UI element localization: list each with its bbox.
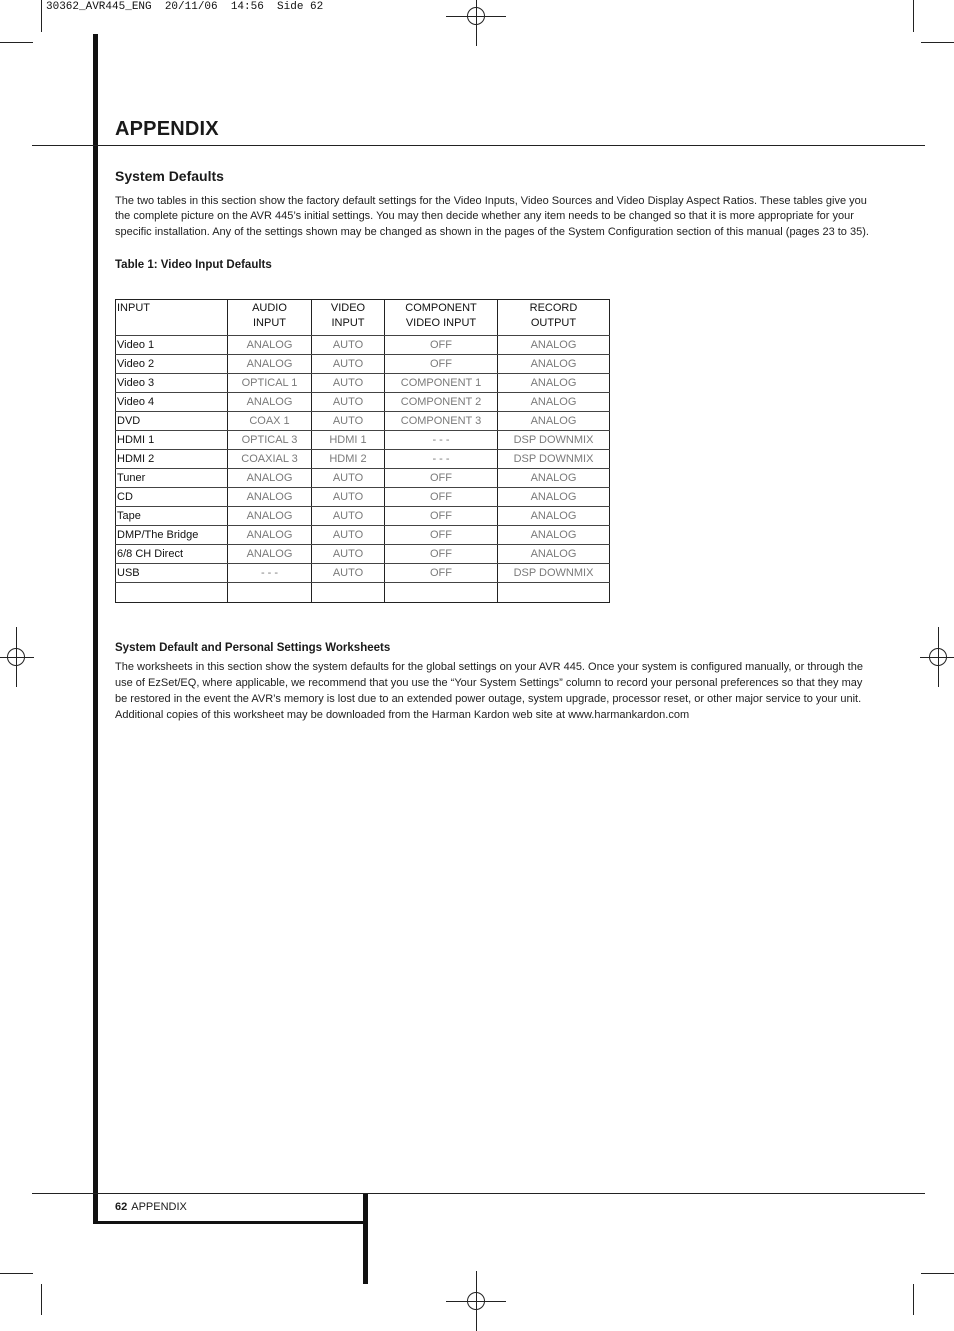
crop-mark <box>913 0 914 32</box>
crop-mark <box>0 1273 33 1274</box>
cell-video: AUTO <box>312 545 385 564</box>
table-caption: Table 1: Video Input Defaults <box>115 259 272 271</box>
cell-video: AUTO <box>312 507 385 526</box>
cell-input: Video 3 <box>116 374 228 393</box>
table-row <box>116 564 610 583</box>
cell-component: - - - <box>385 450 498 469</box>
cell-video: AUTO <box>312 526 385 545</box>
page-title: APPENDIX <box>115 118 219 140</box>
crop-mark <box>0 42 33 43</box>
empty-cell <box>498 583 610 603</box>
registration-mark-icon <box>460 1285 492 1317</box>
footer-rule <box>32 1193 925 1194</box>
empty-cell <box>116 583 228 603</box>
cell-video: AUTO <box>312 355 385 374</box>
cell-record: DSP DOWNMIX <box>498 564 610 583</box>
table-row-empty <box>116 583 610 603</box>
cell-component: OFF <box>385 336 498 355</box>
cell-input: Video 2 <box>116 355 228 374</box>
cell-component: OFF <box>385 526 498 545</box>
cell-record: ANALOG <box>498 412 610 431</box>
empty-cell <box>312 583 385 603</box>
crop-mark <box>41 1284 42 1315</box>
cell-audio: ANALOG <box>228 355 312 374</box>
cell-video: AUTO <box>312 412 385 431</box>
cell-component: COMPONENT 3 <box>385 412 498 431</box>
cell-component: OFF <box>385 469 498 488</box>
cell-record: ANALOG <box>498 526 610 545</box>
printer-slug: 30362_AVR445_ENG 20/11/06 14:56 Side 62 <box>46 1 324 13</box>
cell-audio: OPTICAL 1 <box>228 374 312 393</box>
table-row <box>116 526 610 545</box>
cell-record: DSP DOWNMIX <box>498 450 610 469</box>
left-margin-bar <box>93 34 98 1224</box>
crop-mark <box>921 1273 954 1274</box>
empty-cell <box>385 583 498 603</box>
registration-mark-icon <box>0 641 32 673</box>
page-footer <box>115 1201 187 1213</box>
table-row <box>116 469 610 488</box>
cell-record: ANALOG <box>498 507 610 526</box>
cell-input: Video 4 <box>116 393 228 412</box>
cell-component: OFF <box>385 488 498 507</box>
footer-label: APPENDIX <box>131 1201 187 1213</box>
cell-input: DVD <box>116 412 228 431</box>
cell-input: 6/8 CH Direct <box>116 545 228 564</box>
cell-input: Tuner <box>116 469 228 488</box>
empty-cell <box>228 583 312 603</box>
cell-input: DMP/The Bridge <box>116 526 228 545</box>
cell-component: COMPONENT 2 <box>385 393 498 412</box>
cell-video: AUTO <box>312 564 385 583</box>
table-row <box>116 488 610 507</box>
cell-video: HDMI 2 <box>312 450 385 469</box>
cell-video: AUTO <box>312 336 385 355</box>
cell-input: Tape <box>116 507 228 526</box>
cell-component: COMPONENT 1 <box>385 374 498 393</box>
worksheets-heading: System Default and Personal Settings Worksheets <box>115 642 391 654</box>
crop-mark <box>41 0 42 32</box>
page-number: 62 <box>115 1201 128 1213</box>
cell-audio: COAX 1 <box>228 412 312 431</box>
table-row <box>116 374 610 393</box>
cell-record: DSP DOWNMIX <box>498 431 610 450</box>
cell-audio: ANALOG <box>228 336 312 355</box>
cell-video: HDMI 1 <box>312 431 385 450</box>
cell-input: HDMI 1 <box>116 431 228 450</box>
cell-component: OFF <box>385 355 498 374</box>
cell-audio: ANALOG <box>228 393 312 412</box>
table-row <box>116 507 610 526</box>
section-heading: System Defaults <box>115 168 224 184</box>
cell-audio: ANALOG <box>228 488 312 507</box>
cell-video: AUTO <box>312 488 385 507</box>
cell-input: CD <box>116 488 228 507</box>
cell-record: ANALOG <box>498 393 610 412</box>
cell-video: AUTO <box>312 393 385 412</box>
cell-component: OFF <box>385 564 498 583</box>
worksheets-paragraph: The worksheets in this section show the system defaults for the global settings on your AVR 445. Once your system is configured manually, or through the use of EzSet/EQ, where applicable, we recommend that you use the “Your System Settings” column to record your personal preferences so that they may be restored in the event the AVR’s memory is lost due to an extended power outage, system upgrade, processor reset, or other major service to your unit. Additional copies of this worksheet may be downloaded from the Harman Kardon web site at www.harmankardon.com <box>115 661 863 721</box>
cell-video: AUTO <box>312 469 385 488</box>
cell-audio: COAXIAL 3 <box>228 450 312 469</box>
table-row <box>116 412 610 431</box>
header-rule <box>32 145 925 146</box>
table-row <box>116 450 610 469</box>
column-header-record-output: RECORD OUTPUT <box>498 300 610 336</box>
intro-paragraph: The two tables in this section show the factory default settings for the Video Inputs, Video Sources and Video Display Aspect Ratios. These tables give you the complete picture on the AVR 445’s initial settings. You may then decide whether any item needs to be changed so that it is more appropriate for your specific installation. Any of the settings shown may be changed as shown in the pages of the System Configuration section of this manual (pages 23 to 35). <box>115 195 869 238</box>
cell-record: ANALOG <box>498 488 610 507</box>
video-input-defaults-table <box>115 299 610 603</box>
column-header-audio-input: AUDIO INPUT <box>228 300 312 336</box>
cell-record: ANALOG <box>498 469 610 488</box>
footer-vertical-bar <box>363 1194 368 1284</box>
cell-component: OFF <box>385 545 498 564</box>
cell-record: ANALOG <box>498 355 610 374</box>
table-row <box>116 393 610 412</box>
footer-underline <box>93 1221 368 1224</box>
registration-mark-icon <box>460 0 492 32</box>
cell-audio: ANALOG <box>228 469 312 488</box>
cell-audio: ANALOG <box>228 545 312 564</box>
cell-audio: - - - <box>228 564 312 583</box>
cell-component: - - - <box>385 431 498 450</box>
cell-record: ANALOG <box>498 545 610 564</box>
cell-input: HDMI 2 <box>116 450 228 469</box>
cell-audio: ANALOG <box>228 526 312 545</box>
cell-input: Video 1 <box>116 336 228 355</box>
cell-audio: ANALOG <box>228 507 312 526</box>
registration-mark-icon <box>922 641 954 673</box>
cell-video: AUTO <box>312 374 385 393</box>
table-row <box>116 355 610 374</box>
table-header-row <box>116 300 610 336</box>
cell-record: ANALOG <box>498 374 610 393</box>
table-row <box>116 431 610 450</box>
column-header-component-video-input: COMPONENT VIDEO INPUT <box>385 300 498 336</box>
cell-component: OFF <box>385 507 498 526</box>
cell-input: USB <box>116 564 228 583</box>
crop-mark <box>913 1284 914 1315</box>
column-header-video-input: VIDEO INPUT <box>312 300 385 336</box>
column-header-input: INPUT <box>116 300 228 336</box>
cell-audio: OPTICAL 3 <box>228 431 312 450</box>
crop-mark <box>921 42 954 43</box>
table-row <box>116 545 610 564</box>
table-row <box>116 336 610 355</box>
cell-record: ANALOG <box>498 336 610 355</box>
